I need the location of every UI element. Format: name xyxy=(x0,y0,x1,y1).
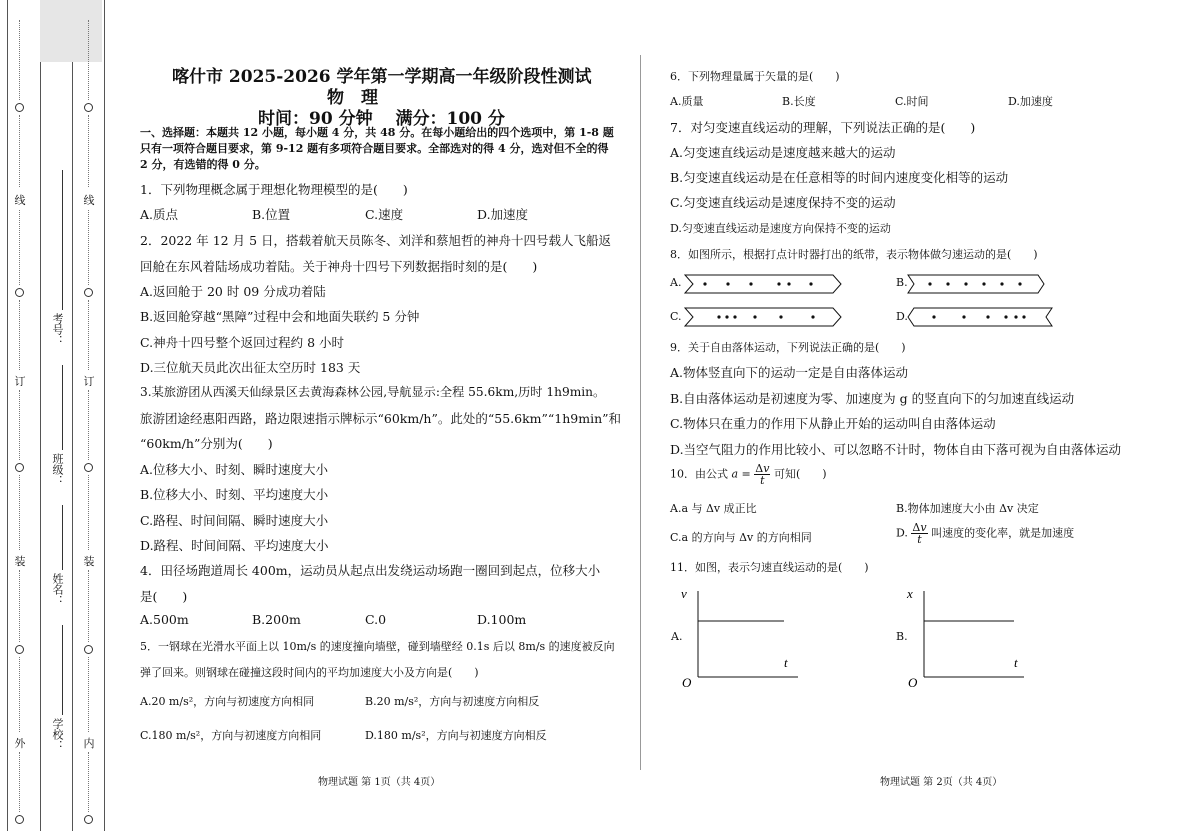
exam-title: 喀什市 2025-2026 学年第一学期高一年级阶段性测试 xyxy=(172,67,592,87)
q5-stem-line1: 5．一钢球在光滑水平面上以 10m/s 的速度撞向墙壁，碰到墙壁经 0.1s 后以 8m/s 的速度被反向 xyxy=(140,640,615,653)
q11-label-b: B. xyxy=(896,630,908,643)
q10-stem-post: 可知( ) xyxy=(773,467,827,481)
margin-shade xyxy=(40,0,102,62)
q7-option-a: A.匀变速直线运动是速度越来越大的运动 xyxy=(670,145,896,160)
seal-dots xyxy=(88,752,89,812)
q10-formula-fraction: $\frac{\Delta v}{t}$ xyxy=(755,462,770,487)
q2-stem-line2: 回舱在东风着陆场成功着陆。关于神舟十四号下列数据指时刻的是( ) xyxy=(140,259,538,274)
name-line xyxy=(62,505,63,570)
seal-circle xyxy=(15,103,24,112)
q4-option-a: A.500m xyxy=(140,612,189,627)
exam-number-label: 考号： xyxy=(51,313,64,346)
seal-circle xyxy=(15,463,24,472)
q7-stem: 7．对匀变速直线运动的理解，下列说法正确的是( ) xyxy=(670,120,976,135)
q4-stem-line2: 是( ) xyxy=(140,589,188,604)
q4-stem-line1: 4．田径场跑道周长 400m，运动员从起点出发绕运动场跑一圈回到起点，位移大小 xyxy=(140,563,601,578)
q5-option-d: D.180 m/s²，方向与初速度方向相反 xyxy=(365,729,547,742)
q11-label-a: A. xyxy=(671,630,683,643)
q4-option-d: D.100m xyxy=(477,612,527,627)
exam-number-line xyxy=(62,170,63,310)
seal-char-line-inner: 线 xyxy=(83,194,95,207)
q7-option-b: B.匀变速直线运动是在任意相等的时间内速度变化相等的运动 xyxy=(670,170,1009,185)
q2-stem-line1: 2．2022 年 12 月 5 日，搭载着航天员陈冬、刘洋和蔡旭哲的神舟十四号载人飞船返 xyxy=(140,233,611,248)
section-instruction-line2: 只有一项符合题目要求，第 9-12 题有多项符合题目要求。全部选对的得 4 分，选对但不全的得 xyxy=(140,142,609,155)
margin-line xyxy=(40,0,41,831)
q2-option-a: A.返回舱于 20 时 09 分成功着陆 xyxy=(140,284,326,299)
seal-char-order-inner: 订 xyxy=(83,375,95,388)
svg-text:O: O xyxy=(908,675,918,690)
tape-b xyxy=(906,273,1046,295)
q10-d-fraction: $\frac{\Delta v}{t}$ xyxy=(912,521,927,546)
seal-dots xyxy=(88,300,89,370)
q8-label-b: B. xyxy=(896,276,908,289)
q1-option-c: C.速度 xyxy=(365,207,404,222)
q3-option-b: B.位移大小、时刻、平均速度大小 xyxy=(140,487,329,502)
q10-option-c: C.a 的方向与 Δv 的方向相同 xyxy=(670,531,812,544)
tape-d xyxy=(906,306,1056,328)
seal-dots xyxy=(88,210,89,285)
margin-line xyxy=(72,0,73,831)
q10-formula-a: a xyxy=(731,467,739,481)
q3-option-a: A.位移大小、时刻、瞬时速度大小 xyxy=(140,462,329,477)
seal-dots xyxy=(19,20,20,100)
q5-option-a: A.20 m/s²，方向与初速度方向相同 xyxy=(140,695,315,708)
seal-circle xyxy=(84,288,93,297)
q8-label-a: A. xyxy=(670,276,682,289)
seal-circle xyxy=(84,103,93,112)
seal-circle xyxy=(15,645,24,654)
tape-a xyxy=(683,273,843,295)
seal-dots xyxy=(19,210,20,285)
seal-dots xyxy=(88,570,89,642)
seal-circle xyxy=(15,288,24,297)
q7-option-c: C.匀变速直线运动是速度保持不变的运动 xyxy=(670,195,896,210)
q11-stem: 11．如图，表示匀速直线运动的是( ) xyxy=(670,561,869,574)
q9-stem: 9．关于自由落体运动，下列说法正确的是( ) xyxy=(670,341,906,354)
section-instruction-line1: 一、选择题：本题共 12 小题，每小题 4 分，共 48 分。在每小题给出的四个选项中，第 1-8 题 xyxy=(140,126,614,139)
svg-text:v: v xyxy=(681,586,687,601)
seal-dots xyxy=(19,475,20,550)
q4-option-b: B.200m xyxy=(252,612,301,627)
margin-line xyxy=(104,0,105,831)
class-label: 班级： xyxy=(51,453,64,486)
seal-dots xyxy=(88,115,89,187)
svg-text:O: O xyxy=(682,675,692,690)
seal-dots xyxy=(88,390,89,460)
q2-option-c: C.神舟十四号整个返回过程约 8 小时 xyxy=(140,335,344,350)
q10-option-d-text: 叫速度的变化率，就是加速度 xyxy=(931,526,1075,540)
seal-dots xyxy=(88,20,89,100)
q11-graph-a xyxy=(678,585,808,690)
q9-option-d: D.当空气阻力的作用比较小、可以忽略不计时，物体自由下落可视为自由落体运动 xyxy=(670,442,1122,457)
q3-stem-line2: 旅游团途经惠阳西路，路边限速指示牌标示“60km/h”。此处的“55.6km”“1h9min”和 xyxy=(140,411,622,426)
q10-stem: 10．由公式 a = $\frac{\Delta v}{t}$ 可知( ) xyxy=(670,462,827,487)
q6-stem: 6．下列物理量属于矢量的是( ) xyxy=(670,70,840,83)
q1-option-b: B.位置 xyxy=(252,207,291,222)
q11-graph-b xyxy=(904,585,1034,690)
q4-option-c: C.0 xyxy=(365,612,387,627)
q5-option-b: B.20 m/s²，方向与初速度方向相反 xyxy=(365,695,540,708)
q9-option-c: C.物体只在重力的作用下从静止开始的运动叫自由落体运动 xyxy=(670,416,996,431)
q1-option-d: D.加速度 xyxy=(477,207,529,222)
svg-text:t: t xyxy=(1014,655,1018,670)
q10-option-a: A.a 与 Δv 成正比 xyxy=(670,502,757,515)
q2-option-b: B.返回舱穿越“黑障”过程中会和地面失联约 5 分钟 xyxy=(140,309,420,324)
q8-stem: 8．如图所示，根据打点计时器打出的纸带，表示物体做匀速运动的是( ) xyxy=(670,248,1038,261)
seal-circle xyxy=(84,463,93,472)
seal-circle xyxy=(84,815,93,824)
q5-option-c: C.180 m/s²，方向与初速度方向相同 xyxy=(140,729,322,742)
margin-line xyxy=(7,0,8,831)
seal-char-line-outer: 线 xyxy=(14,194,26,207)
q10-stem-pre: 10．由公式 xyxy=(670,467,728,481)
q10-option-b: B.物体加速度大小由 Δv 决定 xyxy=(896,502,1039,515)
q9-option-b: B.自由落体运动是初速度为零、加速度为 g 的竖直向下的匀加速直线运动 xyxy=(670,391,1075,406)
q7-option-d: D.匀变速直线运动是速度方向保持不变的运动 xyxy=(670,222,891,235)
q8-label-d: D. xyxy=(896,310,908,323)
page1-footer: 物理试题 第 1页（共 4页） xyxy=(318,777,441,788)
svg-text:x: x xyxy=(907,586,913,601)
seal-dots xyxy=(19,300,20,370)
seal-dots xyxy=(88,657,89,732)
name-label: 姓名： xyxy=(51,573,64,606)
seal-dots xyxy=(19,657,20,732)
school-label: 学校： xyxy=(51,718,64,751)
page-divider xyxy=(640,55,641,770)
school-line xyxy=(62,625,63,715)
seal-char-bind-outer: 装 xyxy=(14,555,26,568)
seal-char-order-outer: 订 xyxy=(14,375,26,388)
q6-option-d: D.加速度 xyxy=(1008,95,1053,108)
q2-option-d: D.三位航天员此次出征太空历时 183 天 xyxy=(140,360,361,375)
q8-label-c: C. xyxy=(670,310,682,323)
seal-dots xyxy=(19,752,20,812)
seal-char-inside: 内 xyxy=(83,737,95,750)
q1-option-a: A.质点 xyxy=(140,207,179,222)
q3-stem-line1: 3.某旅游团从西溪天仙绿景区去黄海森林公园,导航显示:全程 55.6km,历时 1h9min。 xyxy=(140,385,606,399)
seal-dots xyxy=(88,475,89,550)
q3-option-d: D.路程、时间间隔、平均速度大小 xyxy=(140,538,329,553)
seal-circle xyxy=(84,645,93,654)
tape-c xyxy=(683,306,843,328)
seal-dots xyxy=(19,390,20,460)
q5-stem-line2: 弹了回来。则钢球在碰撞这段时间内的平均加速度大小及方向是( ) xyxy=(140,666,479,679)
q6-option-b: B.长度 xyxy=(782,95,816,108)
q3-option-c: C.路程、时间间隔、瞬时速度大小 xyxy=(140,513,329,528)
page2-footer: 物理试题 第 2页（共 4页） xyxy=(880,777,1003,788)
subject-title: 物 理 xyxy=(327,88,378,108)
q1-stem: 1．下列物理概念属于理想化物理模型的是( ) xyxy=(140,182,408,197)
q9-option-a: A.物体竖直向下的运动一定是自由落体运动 xyxy=(670,365,909,380)
exam-time-score: 时间：90 分钟 满分：100 分 xyxy=(258,109,505,129)
seal-circle xyxy=(15,815,24,824)
seal-dots xyxy=(19,115,20,187)
q3-stem-line3: “60km/h”分别为( ) xyxy=(140,436,273,451)
seal-char-bind-inner: 装 xyxy=(83,555,95,568)
class-line xyxy=(62,365,63,450)
svg-text:t: t xyxy=(784,655,788,670)
seal-char-outside: 外 xyxy=(14,737,26,750)
q6-option-a: A.质量 xyxy=(670,95,704,108)
q6-option-c: C.时间 xyxy=(895,95,929,108)
seal-dots xyxy=(19,570,20,642)
q10-option-d: D. $\frac{\Delta v}{t}$ 叫速度的变化率，就是加速度 xyxy=(896,521,1075,546)
section-instruction-line3: 2 分，有选错的得 0 分。 xyxy=(140,158,266,171)
